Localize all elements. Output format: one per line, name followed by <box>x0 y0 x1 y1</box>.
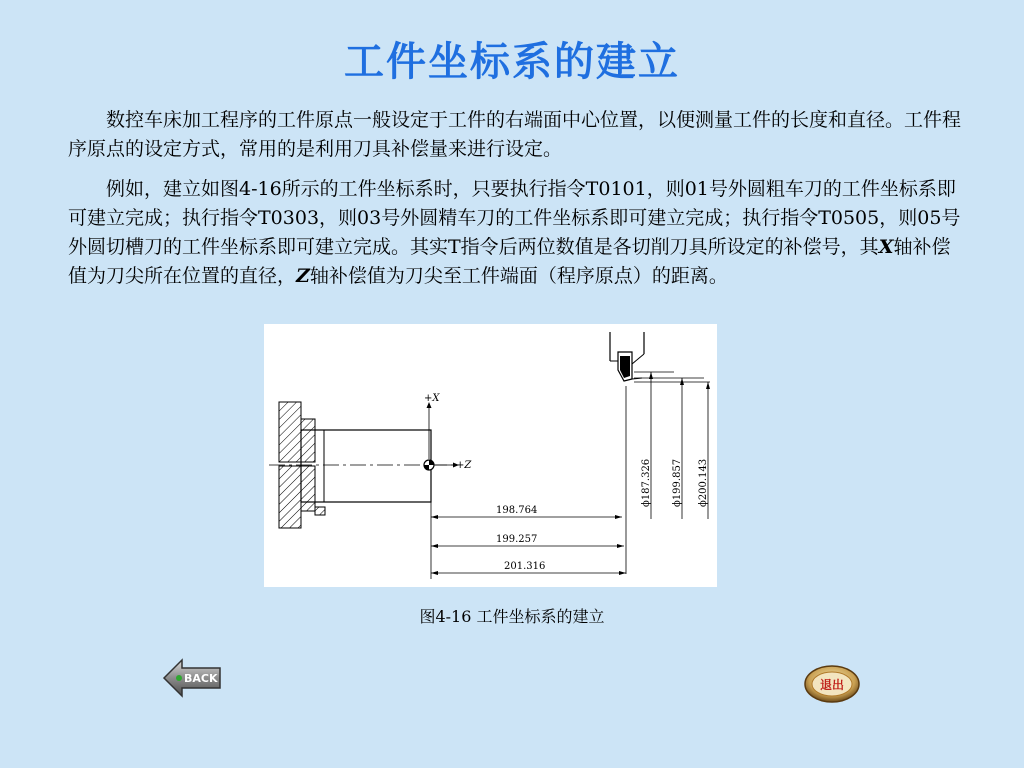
x-axis-label: +X <box>424 393 440 404</box>
dimension-d3-label: ϕ200.143 <box>698 458 709 507</box>
dimension-z1 <box>431 505 622 519</box>
paragraph-example-text-2: 轴补偿值为刀尖所在位置的直径， <box>68 236 951 287</box>
workpiece-coordinate-figure <box>264 324 717 587</box>
dimension-d1 <box>641 372 653 519</box>
figure-caption: 图4-16 工件坐标系的建立 <box>419 607 605 626</box>
paragraph-intro: 数控车床加工程序的工件原点一般设定于工件的右端面中心位置，以便测量工件的长度和直径。工件程序原点的设定方式，常用的是利用刀具补偿量来进行设定。 <box>68 109 962 160</box>
workpiece-diagram <box>264 324 717 587</box>
slide-title: 工件坐标系的建立 <box>344 39 680 85</box>
x-axis-symbol: X <box>878 236 894 258</box>
dimension-z1-label: 198.764 <box>496 505 538 516</box>
back-button-label: BACK <box>184 672 218 685</box>
z-axis-label: +Z <box>456 460 472 471</box>
dimension-z2 <box>431 534 624 548</box>
paragraph-example-text-1: 例如，建立如图4-16所示的工件坐标系时，只要执行指令T0101，则01号外圆粗车刀的工件坐标系即可建立完成；执行指令T0303，则03号外圆精车刀的工件坐标系即可建立完成；执行指令T0505，则05号外圆切槽刀的工件坐标系即可建立完成。其实T指令后两位数值是各切削刀具所设定的补偿号，其 <box>68 178 961 258</box>
paragraph-example <box>68 175 966 291</box>
dimension-z3 <box>431 561 626 575</box>
paragraph-example-text-3: 轴补偿值为刀尖至工件端面（程序原点）的距离。 <box>309 265 728 287</box>
dimension-d1-label: ϕ187.326 <box>641 458 652 507</box>
dimension-d3 <box>698 382 710 519</box>
dimension-d2 <box>672 378 684 519</box>
workpiece <box>301 430 431 502</box>
exit-button[interactable] <box>803 664 861 704</box>
dimension-z2-label: 199.257 <box>496 534 538 545</box>
back-arrow-icon <box>162 656 222 700</box>
chuck-jaw-top <box>279 402 315 462</box>
dimension-z3-label: 201.316 <box>504 561 546 572</box>
back-button[interactable] <box>162 656 222 700</box>
program-origin-marker <box>424 460 434 470</box>
cutting-tool <box>610 332 644 381</box>
chuck-jaw-bottom <box>279 466 325 528</box>
dimension-d2-label: ϕ199.857 <box>672 458 683 507</box>
exit-button-label: 退出 <box>820 678 845 692</box>
exit-icon <box>803 664 861 704</box>
z-axis-symbol: Z <box>296 265 310 287</box>
